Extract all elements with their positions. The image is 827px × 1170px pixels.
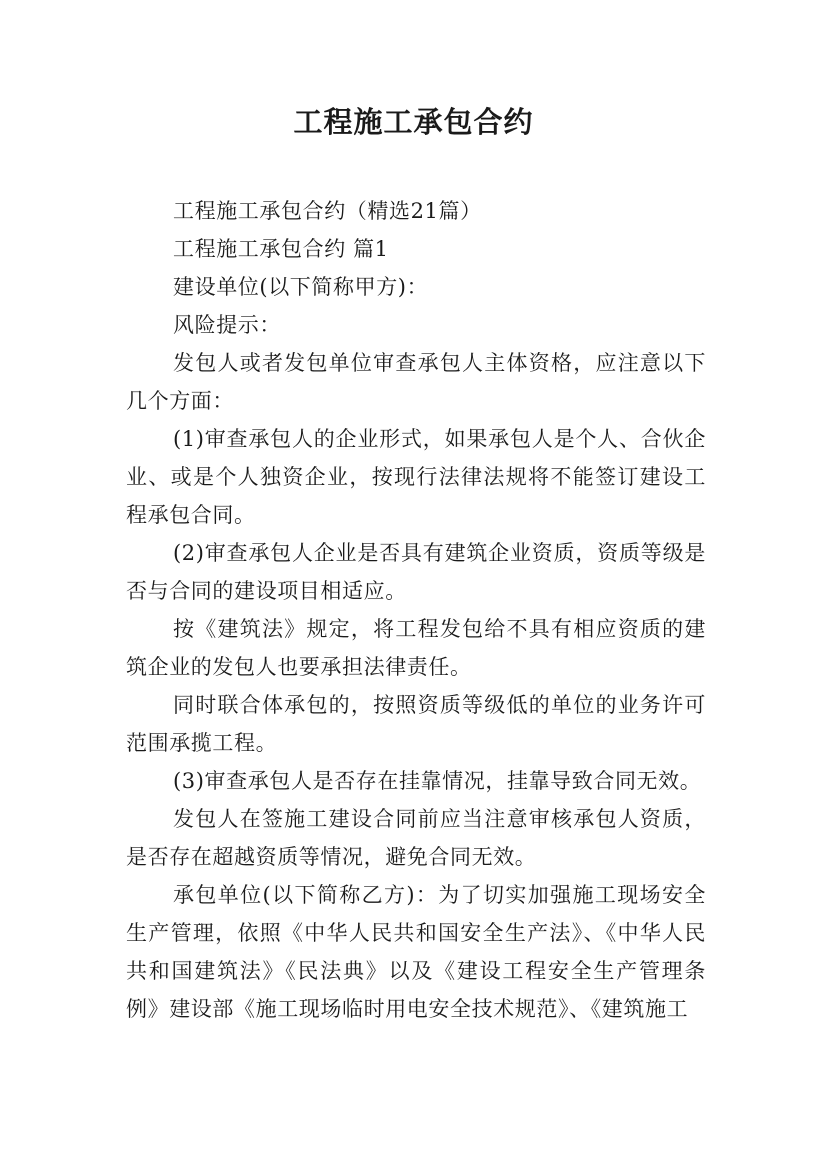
paragraph-item-3: (3)审查承包人是否存在挂靠情况，挂靠导致合同无效。 [173, 769, 702, 793]
paragraph-item-2: (2)审查承包人企业是否具有建筑企业资质，资质等级是否与合同的建设项目相适应。 [126, 541, 706, 603]
paragraph-risk-intro: 发包人或者发包单位审查承包人主体资格，应注意以下几个方面： [126, 351, 706, 413]
paragraph-subtitle: 工程施工承包合约（精选21篇） [173, 199, 482, 223]
paragraph-building-law: 按《建筑法》规定，将工程发包给不具有相应资质的建筑企业的发包人也要承担法律责任。 [126, 617, 706, 679]
document-body [126, 192, 706, 1028]
paragraph-party-b: 承包单位(以下简称乙方)：为了切实加强施工现场安全生产管理，依照《中华人民共和国安全生产法》、《中华人民共和国建筑法》《民法典》以及《建设工程安全生产管理条例》建设部《施工现场临时用电安全技术规范》、《建筑施工 [126, 883, 706, 1021]
document-title: 工程施工承包合约 [293, 105, 534, 139]
paragraph-section-heading: 工程施工承包合约 篇1 [173, 237, 389, 261]
paragraph-review-note: 发包人在签施工建设合同前应当注意审核承包人资质，是否存在超越资质等情况，避免合同无效。 [126, 807, 706, 869]
paragraph-consortium: 同时联合体承包的，按照资质等级低的单位的业务许可范围承揽工程。 [126, 693, 706, 755]
paragraph-party-a: 建设单位(以下简称甲方)： [173, 275, 429, 299]
paragraph-item-1: (1)审查承包人的企业形式，如果承包人是个人、合伙企业、或是个人独资企业，按现行法律法规将不能签订建设工程承包合同。 [126, 427, 706, 527]
paragraph-risk-label: 风险提示： [173, 313, 281, 337]
